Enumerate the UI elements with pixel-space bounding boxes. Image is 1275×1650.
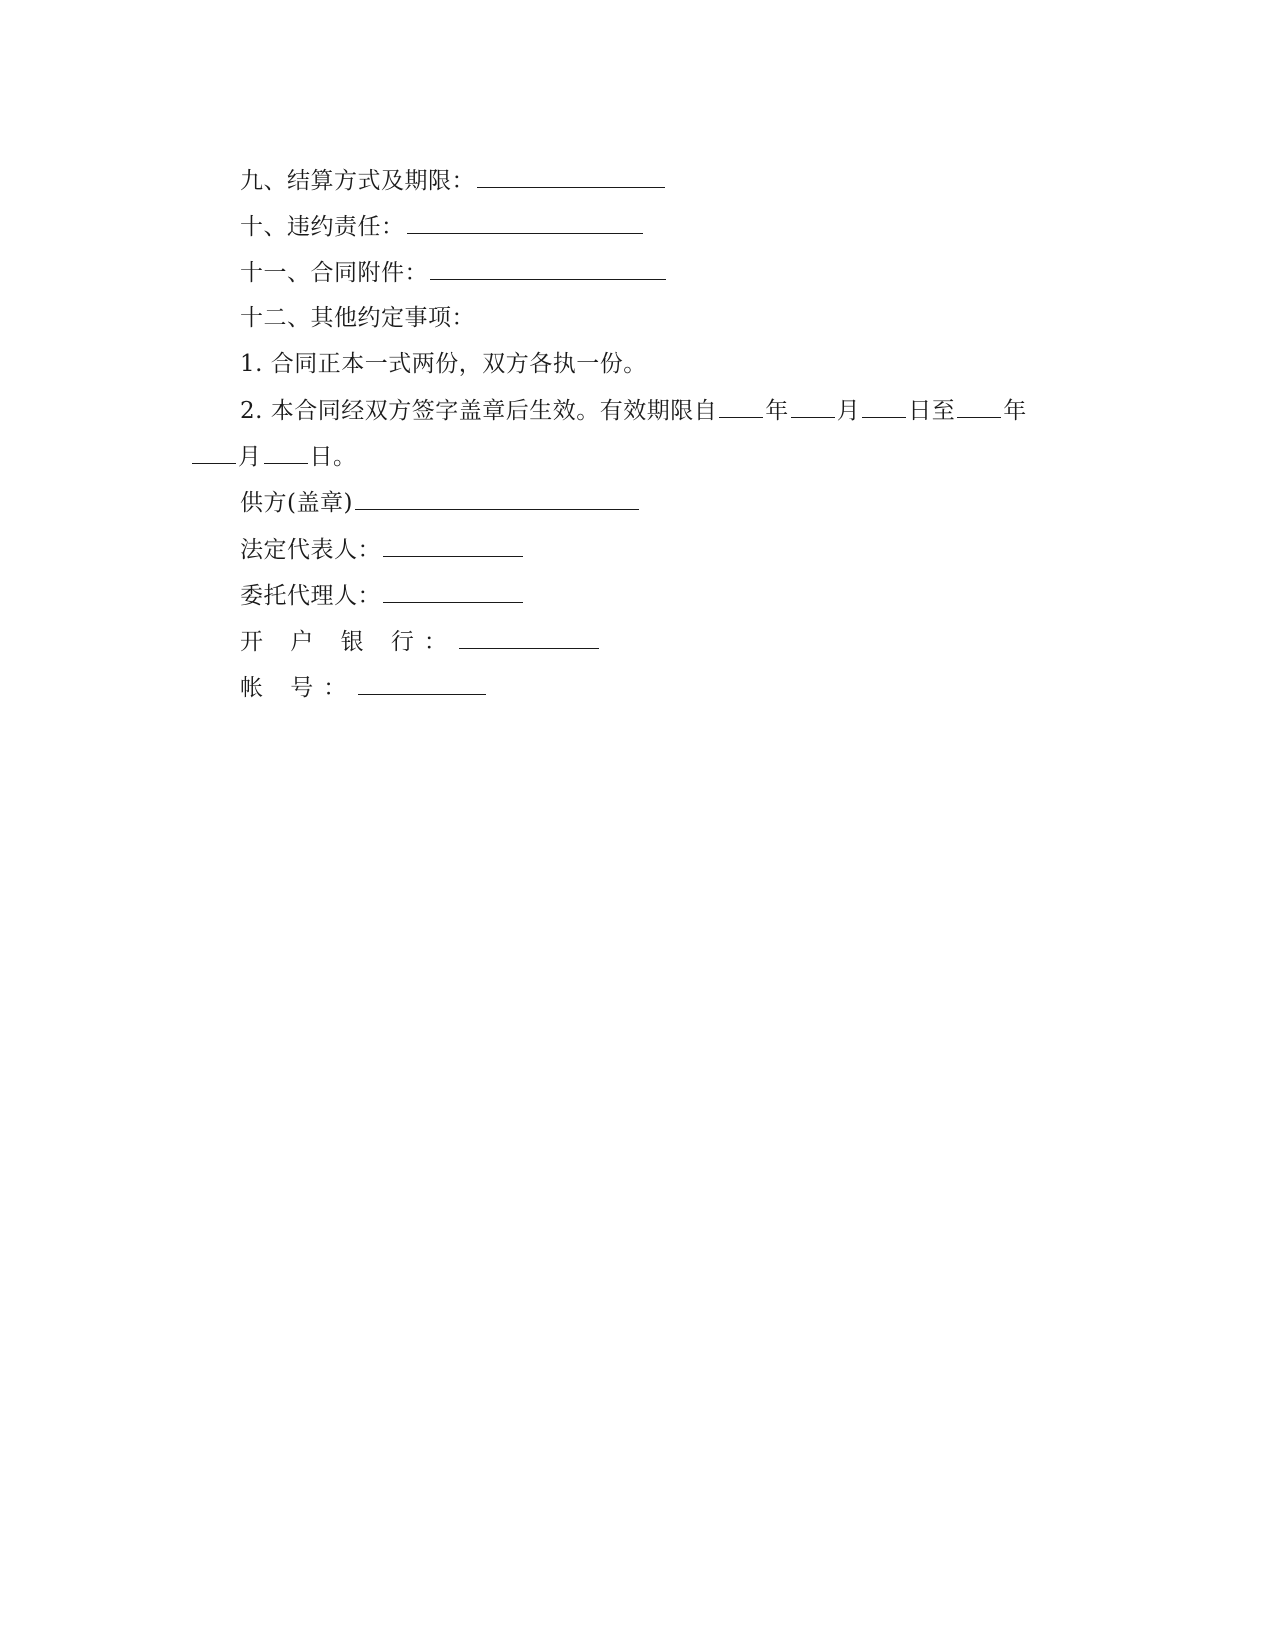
clause-settlement <box>240 165 667 196</box>
year-label: 年 <box>765 398 789 424</box>
end-month-blank[interactable] <box>192 441 236 464</box>
day-to-label: 日至 <box>908 398 956 424</box>
start-day-blank[interactable] <box>862 395 906 418</box>
month-label: 月 <box>836 398 861 424</box>
clause-other <box>240 303 475 333</box>
clause-attachments-label: 十一、合同附件： <box>240 260 428 286</box>
term-item-1 <box>240 349 647 379</box>
term-item-2-continued <box>190 441 357 472</box>
agent-blank[interactable] <box>383 580 523 603</box>
clause-liability <box>240 211 645 242</box>
account-blank[interactable] <box>358 672 486 695</box>
legal-rep-blank[interactable] <box>383 534 523 557</box>
supplier-seal-blank[interactable] <box>355 487 639 510</box>
bank-blank[interactable] <box>459 626 599 649</box>
term-item-2-text: 2. 本合同经双方签字盖章后生效。有效期限自 <box>240 398 718 424</box>
bank-label: 开 户 银 行： <box>240 629 457 655</box>
start-month-blank[interactable] <box>791 395 835 418</box>
supplier-seal-row <box>240 487 641 518</box>
agent-row <box>240 580 525 611</box>
clause-settlement-label: 九、结算方式及期限： <box>240 168 475 194</box>
settlement-blank[interactable] <box>477 165 665 188</box>
end-day-label: 日。 <box>309 444 357 470</box>
term-item-1-text: 1. 合同正本一式两份，双方各执一份。 <box>240 351 647 377</box>
end-year-label: 年 <box>1003 398 1027 424</box>
agent-label: 委托代理人： <box>240 583 381 609</box>
clause-other-label: 十二、其他约定事项： <box>240 305 475 331</box>
legal-rep-row <box>240 534 525 565</box>
attachments-blank[interactable] <box>430 257 666 280</box>
end-month-label: 月 <box>238 444 262 470</box>
clause-attachments <box>240 257 668 288</box>
account-label: 帐 号： <box>240 675 357 701</box>
end-year-blank[interactable] <box>957 395 1001 418</box>
supplier-seal-label: 供方(盖章) <box>240 490 353 516</box>
liability-blank[interactable] <box>407 211 643 234</box>
term-item-2 <box>240 395 1027 426</box>
bank-row <box>240 626 601 657</box>
legal-rep-label: 法定代表人： <box>240 537 381 563</box>
clause-liability-label: 十、违约责任： <box>240 214 405 240</box>
start-year-blank[interactable] <box>719 395 763 418</box>
end-day-blank[interactable] <box>264 441 308 464</box>
account-row <box>240 672 488 703</box>
